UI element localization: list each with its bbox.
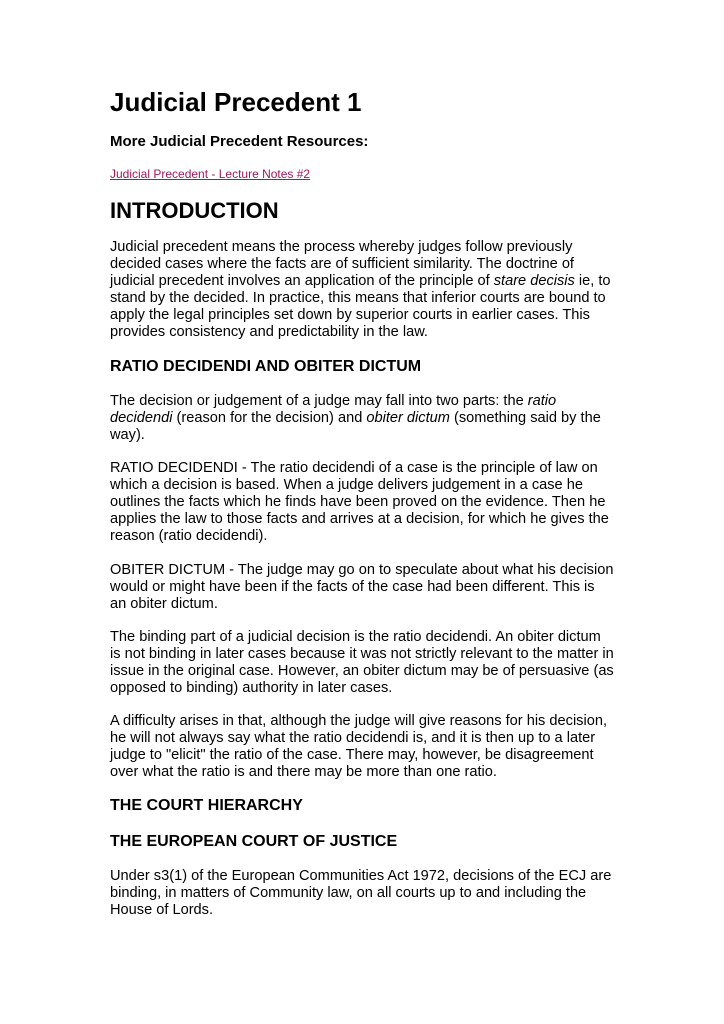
lecture-notes-link[interactable]: Judicial Precedent - Lecture Notes #2 xyxy=(110,167,311,181)
ecj-paragraph xyxy=(110,868,630,919)
italic-term-ratio: ratio xyxy=(527,393,557,409)
text-line: A difficulty arises in that, although the judge will give reasons for his decision, xyxy=(110,713,608,729)
text-line: applies the law to those facts and arrives at a decision, for which he gives the xyxy=(110,511,609,527)
text-line xyxy=(110,393,630,410)
text-run: (reason for the decision) and xyxy=(172,410,367,426)
text-line: opposed to binding) authority in later cases. xyxy=(110,680,393,696)
text-line: The binding part of a judicial decision is the ratio decidendi. An obiter dictum xyxy=(110,629,601,645)
text-line: over what the ratio is and there may be more than one ratio. xyxy=(110,764,497,780)
text-line: is not binding in later cases because it was not strictly relevant to the matter in xyxy=(110,646,614,662)
text-line: issue in the original case. However, an obiter dictum may be of persuasive (as xyxy=(110,663,614,679)
text-line: outlines the facts which he finds have been proved on the evidence. Then he xyxy=(110,494,606,510)
ecj-heading: THE EUROPEAN COURT OF JUSTICE xyxy=(110,833,398,850)
binding-part-paragraph xyxy=(110,629,630,697)
text-line: an obiter dictum. xyxy=(110,596,218,612)
intro-paragraph xyxy=(110,239,630,341)
text-line: binding, in matters of Community law, on all courts up to and including the xyxy=(110,885,587,901)
text-line xyxy=(110,410,630,427)
italic-term-decidendi: decidendi xyxy=(110,410,173,426)
italic-term-obiter-dictum: obiter dictum xyxy=(366,410,450,426)
text-run: ie, to xyxy=(574,273,611,289)
text-line: apply the legal principles set down by superior courts in earlier cases. This xyxy=(110,307,590,323)
difficulty-paragraph xyxy=(110,713,630,781)
two-parts-paragraph xyxy=(110,393,630,444)
text-line xyxy=(110,273,630,290)
text-line: way). xyxy=(110,427,145,443)
text-line: reason (ratio decidendi). xyxy=(110,528,268,544)
text-line: which a decision is based. When a judge delivers judgement in a case he xyxy=(110,477,583,493)
text-run: (something said by the xyxy=(449,410,601,426)
text-line: Judicial precedent means the process whereby judges follow previously xyxy=(110,239,573,255)
text-line: Under s3(1) of the European Communities Act 1972, decisions of the ECJ are xyxy=(110,868,612,884)
introduction-heading: INTRODUCTION xyxy=(110,198,279,223)
text-line: stand by the decided. In practice, this means that inferior courts are bound to xyxy=(110,290,606,306)
text-line: he will not always say what the ratio decidendi is, and it is then up to a later xyxy=(110,730,596,746)
page-title: Judicial Precedent 1 xyxy=(110,87,362,117)
text-line: provides consistency and predictability in the law. xyxy=(110,324,428,340)
text-line: OBITER DICTUM - The judge may go on to speculate about what his decision xyxy=(110,562,614,578)
obiter-dictum-paragraph xyxy=(110,562,630,613)
text-line: would or might have been if the facts of the case had been different. This is xyxy=(110,579,595,595)
text-line: House of Lords. xyxy=(110,902,214,918)
text-run: judicial precedent involves an application of the principle of xyxy=(110,273,494,289)
text-line: RATIO DECIDENDI - The ratio decidendi of a case is the principle of law on xyxy=(110,460,598,476)
ratio-decidendi-paragraph xyxy=(110,460,630,545)
text-run: The decision or judgement of a judge may fall into two parts: the xyxy=(110,393,528,409)
resources-heading: More Judicial Precedent Resources: xyxy=(110,133,369,150)
court-hierarchy-heading: THE COURT HIERARCHY xyxy=(110,797,303,814)
text-line: judge to "elicit" the ratio of the case. There may, however, be disagreement xyxy=(110,747,594,763)
italic-term-stare-decisis: stare decisis xyxy=(493,273,575,289)
ratio-obiter-heading: RATIO DECIDENDI AND OBITER DICTUM xyxy=(110,358,422,375)
text-line: decided cases where the facts are of sufficient similarity. The doctrine of xyxy=(110,256,574,272)
